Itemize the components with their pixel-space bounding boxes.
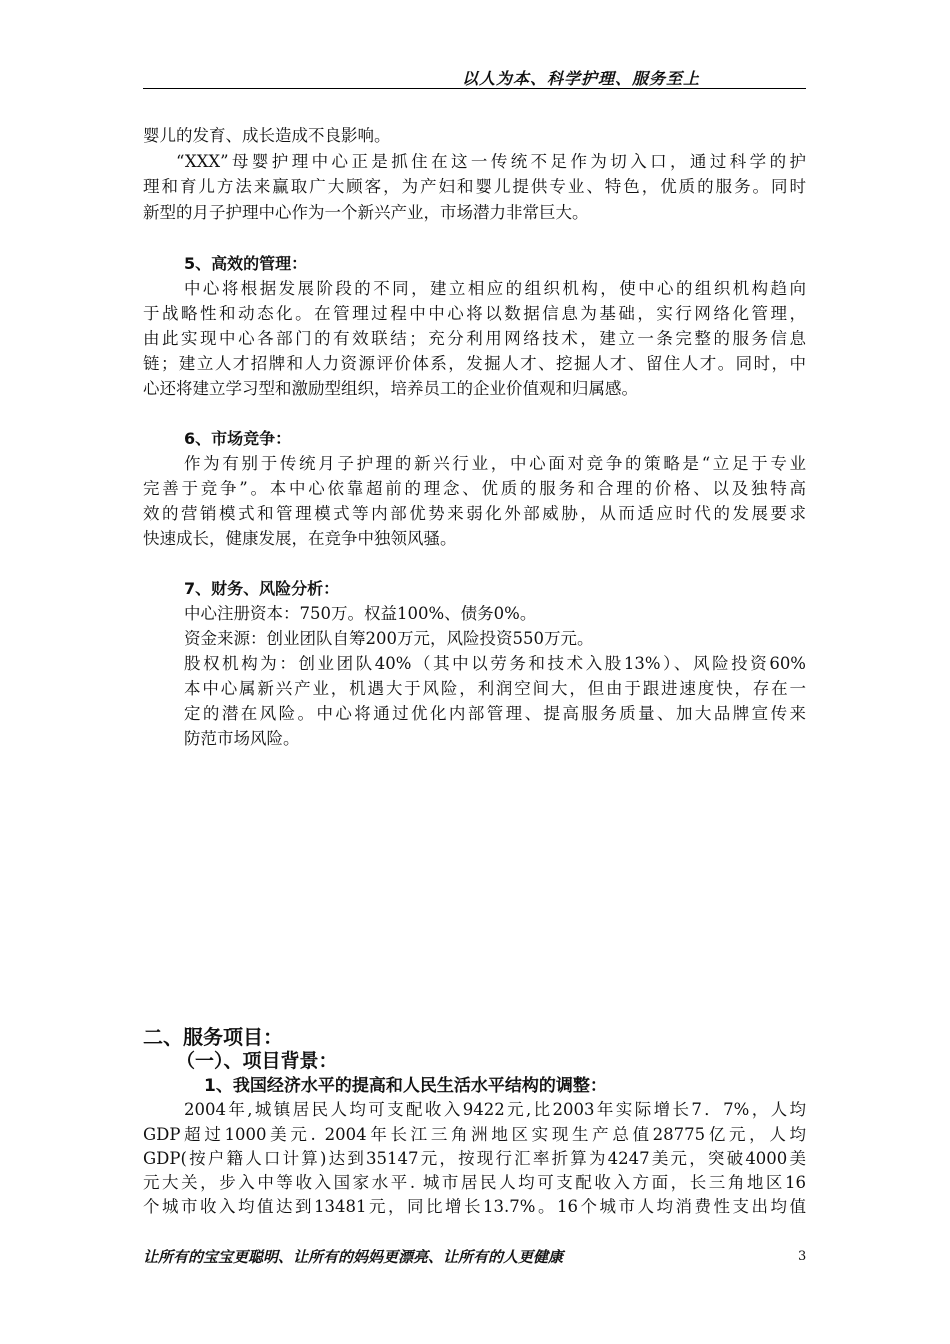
section7-line: 股权机构为：创业团队40%（其中以劳务和技术入股13%）、风险投资60% bbox=[184, 654, 806, 673]
section7-line: 定的潜在风险。中心将通过优化内部管理、提高服务质量、加大品牌宣传来 bbox=[184, 704, 806, 723]
intro-line: “XXX”母婴护理中心正是抓住在这一传统不足作为切入口，通过科学的护 bbox=[176, 152, 806, 171]
section7-heading: 7、财务、风险分析： bbox=[184, 579, 340, 598]
section7-line: 本中心属新兴产业，机遇大于风险，利润空间大，但由于跟进速度快，存在一 bbox=[184, 679, 806, 698]
section7-line: 中心注册资本：750万。权益100%、债务0%。 bbox=[184, 604, 537, 623]
header-rule bbox=[143, 88, 806, 89]
part2-heading: 二、服务项目： bbox=[143, 1025, 283, 1049]
section5-heading: 5、高效的管理： bbox=[184, 254, 308, 273]
section7-line: 防范市场风险。 bbox=[184, 729, 300, 748]
intro-line: 理和育儿方法来赢取广大顾客，为产妇和婴儿提供专业、特色，优质的服务。同时 bbox=[143, 177, 806, 196]
page-number: 3 bbox=[798, 1249, 807, 1264]
section5-line: 心还将建立学习型和激励型组织，培养员工的企业价值观和归属感。 bbox=[143, 379, 638, 398]
section6-line: 作为有别于传统月子护理的新兴行业，中心面对竞争的策略是“立足于专业 bbox=[184, 454, 806, 473]
section7-line: 资金来源：创业团队自筹200万元，风险投资550万元。 bbox=[184, 629, 594, 648]
section5-line: 由此实现中心各部门的有效联结；充分利用网络技术，建立一条完整的服务信息 bbox=[143, 329, 806, 348]
intro-line: 新型的月子护理中心作为一个新兴产业，市场潜力非常巨大。 bbox=[143, 203, 589, 222]
part2-line: GDP(按户籍人口计算)达到35147元，按现行汇率折算为4247美元，突破4000美 bbox=[143, 1149, 806, 1168]
section5-line: 链；建立人才招牌和人力资源评价体系，发掘人才、挖掘人才、留住人才。同时，中 bbox=[143, 354, 806, 373]
intro-line: 婴儿的发育、成长造成不良影响。 bbox=[143, 126, 391, 145]
header-slogan: 以人为本、科学护理、服务至上 bbox=[462, 69, 701, 88]
section6-heading: 6、市场竞争： bbox=[184, 429, 292, 448]
footer-slogan: 让所有的宝宝更聪明、让所有的妈妈更漂亮、让所有的人更健康 bbox=[143, 1248, 564, 1266]
part2-line: 2004年,城镇居民人均可支配收入9422元,比2003年实际增长7．7%，人均 bbox=[184, 1100, 806, 1119]
section6-line: 完善于竞争”。本中心依靠超前的理念、优质的服务和合理的价格、以及独特高 bbox=[143, 479, 806, 498]
part2-subheading: （一）、项目背景： bbox=[176, 1050, 338, 1072]
part2-item-heading: 1、我国经济水平的提高和人民生活水平结构的调整： bbox=[204, 1076, 607, 1096]
part2-line: GDP超过1000美元. 2004年长江三角洲地区实现生产总值28775亿元，人均 bbox=[143, 1125, 806, 1144]
section5-line: 中心将根据发展阶段的不同，建立相应的组织机构，使中心的组织机构趋向 bbox=[184, 279, 806, 298]
section5-line: 于战略性和动态化。在管理过程中中心将以数据信息为基础，实行网络化管理， bbox=[143, 304, 806, 323]
section6-line: 快速成长，健康发展，在竞争中独领风骚。 bbox=[143, 529, 457, 548]
part2-line: 元大关，步入中等收入国家水平. 城市居民人均可支配收入方面，长三角地区16 bbox=[143, 1173, 806, 1192]
part2-line: 个城市收入均值达到13481元，同比增长13.7%。16个城市人均消费性支出均值 bbox=[143, 1197, 806, 1216]
section6-line: 效的营销模式和管理模式等内部优势来弱化外部威胁，从而适应时代的发展要求 bbox=[143, 504, 806, 523]
